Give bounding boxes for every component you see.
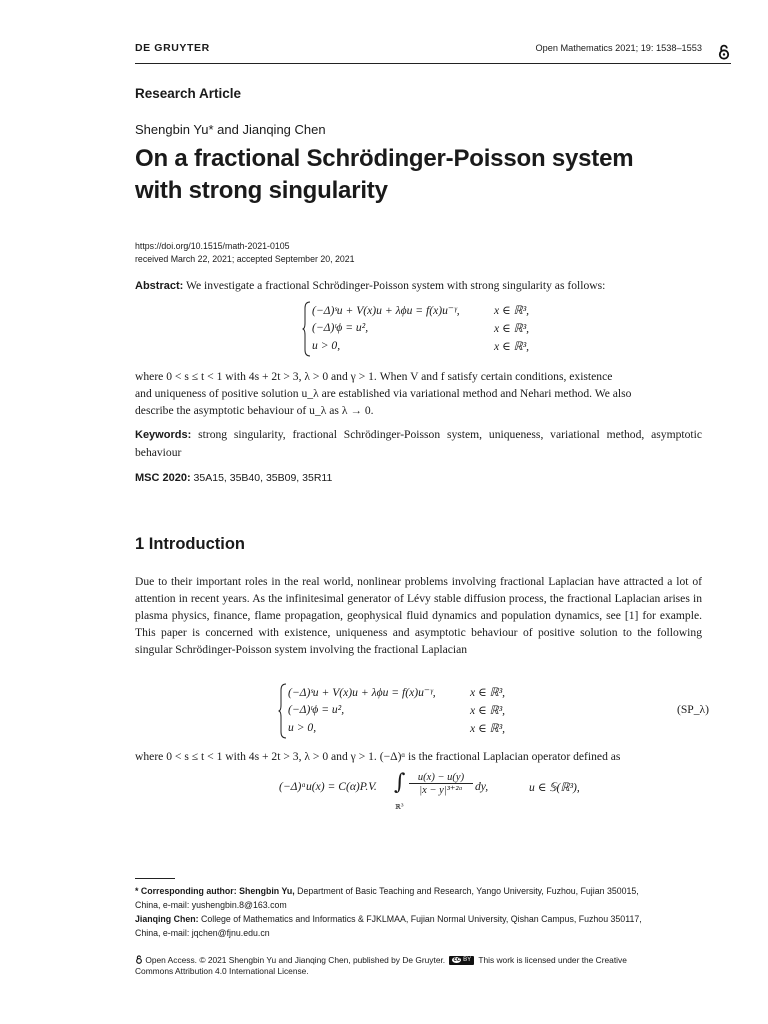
footnote-corresponding-text: Department of Basic Teaching and Research, Yango University, Fuzhou, Fujian 350015, [294,886,639,896]
abstract-intro-text: We investigate a fractional Schrödinger-Poisson system with strong singularity as follows: [186,279,606,292]
abstract-eq-2-domain: x ∈ ℝ³, [494,322,530,335]
paper-title [135,143,735,207]
main-eq-2: (−Δ)ᵗϕ = u², [288,703,345,716]
footnote-corresponding [135,884,725,898]
abstract-intro [135,277,702,295]
doi-link[interactable]: https://doi.org/10.1515/math-2021-0105 [135,241,290,251]
abstract-eq-3: u > 0, [312,339,341,352]
abstract-conclusion-line-1: where 0 < s ≤ t < 1 with 4s + 2t > 3, λ > 0 and γ > 1. When V and f satisfy certain conditions, existence [135,370,613,383]
abstract-eq-1-domain: x ∈ ℝ³, [494,304,530,317]
left-brace-icon [302,301,312,357]
footnote-block [135,884,725,940]
intro-paragraph: Due to their important roles in the real world, nonlinear problems involving fractional Laplacian have attracted a lot of attention in recent years. As the infinitesimal generator of Lévy stable diffusion process, the fractional Laplacian arises in plasma physics, finance, flame propagation, geophysical fluid dynamics and population dynamics, see [1] for example. This paper is concerned with existence, uniqueness and asymptotic behaviour of positive solution to the following singular Schrödinger-Poisson system involving the fractional Laplacian [135,575,702,656]
abstract-conclusion-line-3: describe the asymptotic behaviour of u_λ as λ → 0. [135,404,374,417]
footnote-corresponding-label: * Corresponding author: Shengbin Yu, [135,886,295,896]
msc-text: 35A15, 35B40, 35B09, 35R11 [193,472,333,484]
article-type: Research Article [135,86,242,101]
footnote-chen [135,912,725,926]
main-system [278,682,738,740]
footnote-rule [135,878,175,879]
main-eq-3: u > 0, [288,721,317,734]
open-access-icon [717,44,731,60]
equation-tag: (SP_λ) [677,703,710,716]
open-access-icon [135,955,143,964]
abstract-eq-3-domain: x ∈ ℝ³, [494,340,530,353]
abstract-eq-2: (−Δ)ᵗϕ = u², [312,321,369,334]
license-text-after: This work is licensed under the Creative [478,955,627,965]
operator-definition [279,770,579,820]
journal-info: Open Mathematics 2021; 19: 1538–1553 [535,43,702,53]
section-heading: 1 Introduction [135,535,245,553]
abstract-system [302,300,542,358]
doi-block [135,240,355,266]
title-line-2: with strong singularity [135,177,388,204]
keywords-text: strong singularity, fractional Schrödinger-Poisson system, uniqueness, variational method, asymptotic behaviour [135,428,702,459]
footnote-chen-text: College of Mathematics and Informatics & FJKLMAA, Fujian Normal University, Qishan Campus, Fuzhou 350117, [198,914,642,924]
msc-label: MSC 2020: [135,472,191,484]
license-line-2: Commons Attribution 4.0 International License. [135,966,309,976]
operator-intro: where 0 < s ≤ t < 1 with 4s + 2t > 3, λ > 0 and γ > 1. (−Δ)ᵅ is the fractional Laplacian operator defined as [135,750,621,763]
main-eq-2-domain: x ∈ ℝ³, [470,704,506,717]
operator-dy: dy, [475,780,489,793]
integral-domain: ℝ³ [395,803,404,811]
footnote-chen-label: Jianqing Chen: [135,914,199,924]
abstract-eq-1: (−Δ)ˢu + V(x)u + λϕu = f(x)u⁻ᵞ, [312,304,460,317]
fraction-denominator: |x − y|³⁺²ᵅ [419,785,463,796]
keywords [135,426,702,461]
main-eq-3-domain: x ∈ ℝ³, [470,722,506,735]
license-block [135,955,725,977]
publisher-name: DE GRUYTER [135,42,210,54]
abstract-conclusion [135,368,702,419]
abstract-label: Abstract: [135,280,184,292]
msc-codes [135,469,702,487]
operator-rhs: u ∈ 𝕊(ℝ³), [529,781,580,794]
operator-lhs: (−Δ)ᵅu(x) = C(α)P.V. [279,780,377,793]
cc-badge-text: BY [463,957,472,964]
abstract-conclusion-line-2: and uniqueness of positive solution u_λ are established via variational method and Nehari method. We also [135,387,632,400]
main-eq-1: (−Δ)ˢu + V(x)u + λϕu = f(x)u⁻ᵞ, [288,686,436,699]
operator-fraction [409,772,473,796]
integral-sign-icon: ∫ [394,770,406,795]
fraction-numerator: u(x) − u(y) [409,772,473,784]
main-eq-1-domain: x ∈ ℝ³, [470,686,506,699]
left-brace-icon [278,683,288,739]
license-line-1 [135,955,725,966]
footnote-corresponding-line-2: China, e-mail: yushengbin.8@163.com [135,900,287,910]
footnote-chen-line-2: China, e-mail: jqchen@fjnu.edu.cn [135,928,270,938]
license-text: Open Access. © 2021 Shengbin Yu and Jianqing Chen, published by De Gruyter. [145,955,446,965]
title-line-1: On a fractional Schrödinger-Poisson system [135,145,634,172]
cc-by-badge-icon[interactable]: cc BY [449,956,474,965]
keywords-label: Keywords: [135,429,192,441]
article-dates: received March 22, 2021; accepted September 20, 2021 [135,254,355,264]
authors: Shengbin Yu* and Jianqing Chen [135,122,326,137]
header-rule [135,63,731,64]
